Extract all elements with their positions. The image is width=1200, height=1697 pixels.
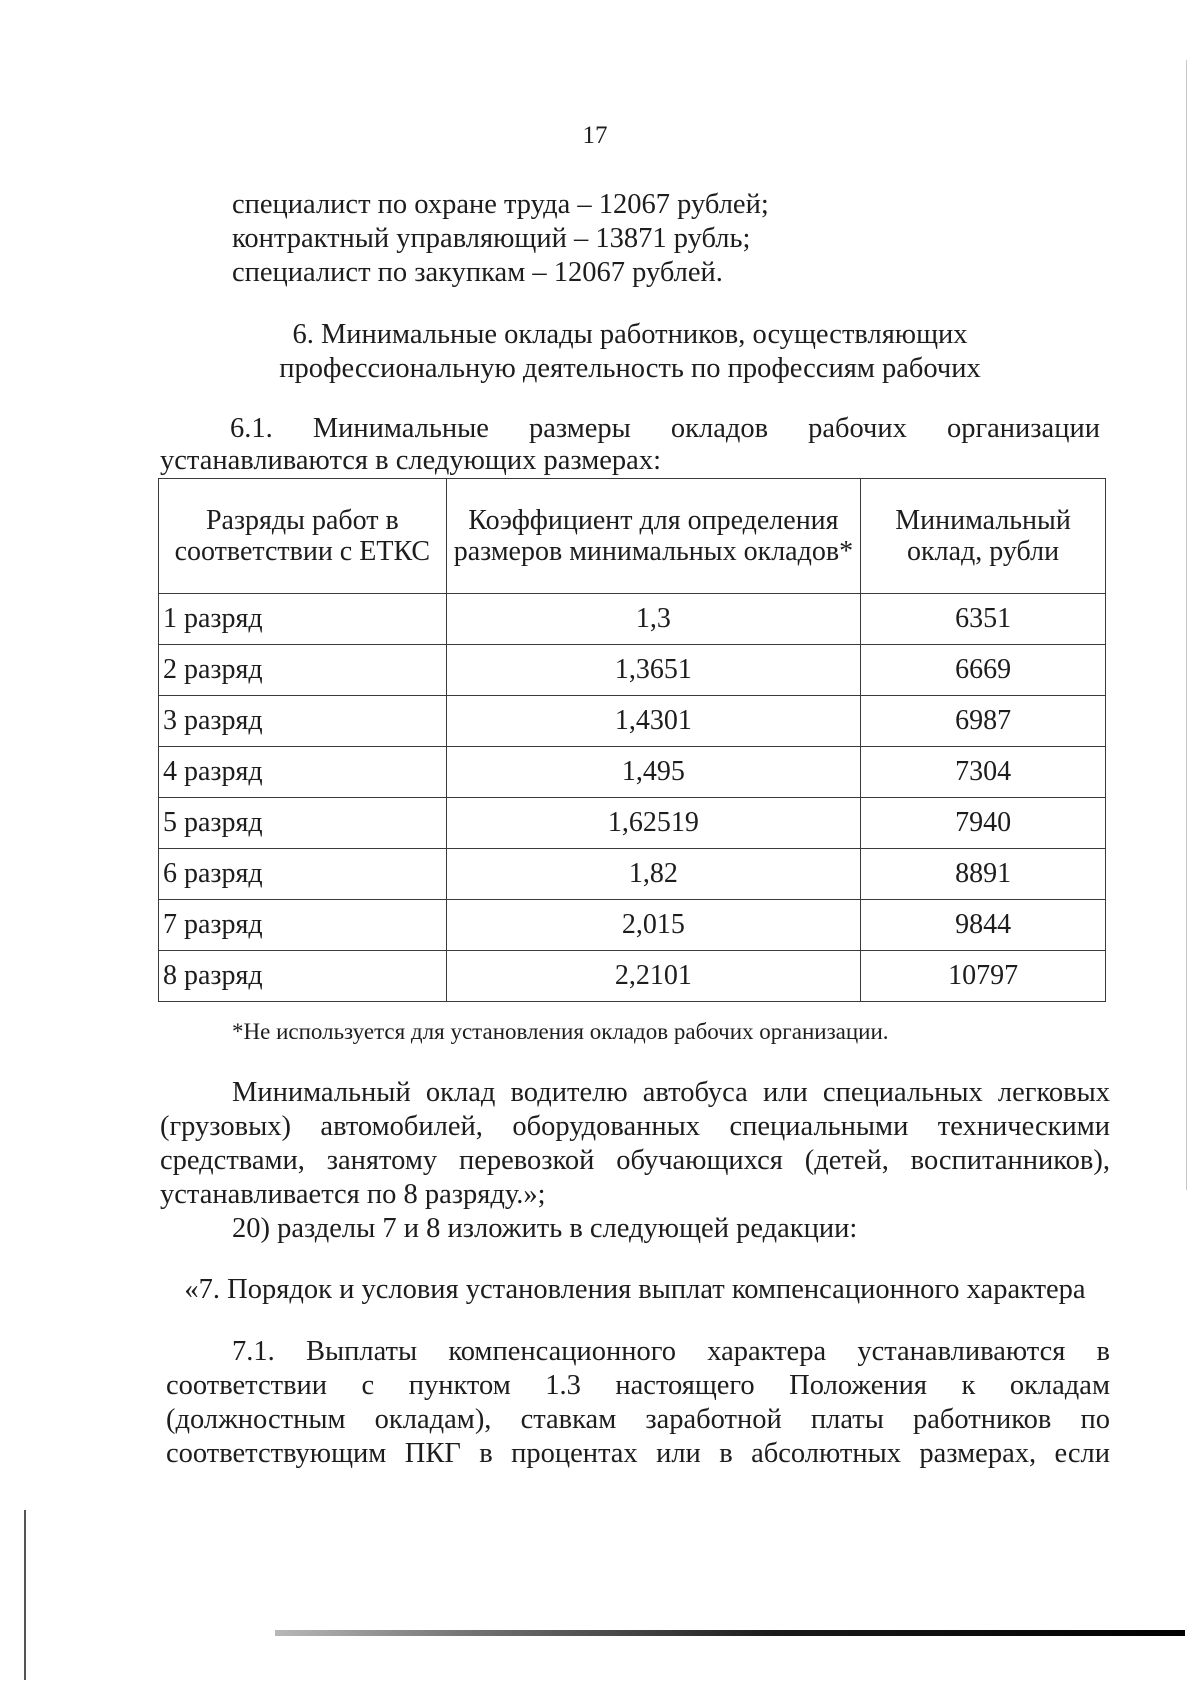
grade-cell: 6 разряд [159,849,447,900]
driver-paragraph [160,1076,1110,1212]
salary-line: специалист по охране труда – 12067 рублей; [232,189,769,220]
item-20: 20) разделы 7 и 8 изложить в следующей редакции: [232,1213,858,1244]
paragraph-line: Минимальный оклад водителю автобуса или специальных легковых [232,1077,1110,1108]
table-header-row [159,479,1106,594]
grade-cell: 8 разряд [159,951,447,1002]
table-row [159,849,1106,900]
grade-cell: 1 разряд [159,594,447,645]
salary-cell: 7940 [861,798,1106,849]
grade-cell: 4 разряд [159,747,447,798]
grade-cell: 5 разряд [159,798,447,849]
column-header-salary: Минимальный оклад, рубли [861,479,1106,594]
salary-cell: 8891 [861,849,1106,900]
coefficient-cell: 1,62519 [446,798,860,849]
scan-bottom-rule [275,1630,1185,1636]
section-6-heading-line: 6. Минимальные оклады работников, осуществляющих [292,319,968,350]
word: размеры [528,413,631,444]
page-number: 17 [582,122,608,149]
table-row [159,594,1106,645]
paragraph-line: устанавливается по 8 разряду.»; [160,1179,546,1210]
table-row [159,951,1106,1002]
section-7-heading: «7. Порядок и условия установления выплат компенсационного характера [184,1274,1086,1305]
grade-cell: 7 разряд [159,900,447,951]
coefficient-cell: 1,4301 [446,696,860,747]
salary-line: специалист по закупкам – 12067 рублей. [232,257,723,288]
table-footnote: *Не используется для установления окладов рабочих организации. [232,1019,889,1044]
salary-table [158,478,1106,1002]
salary-cell: 6987 [861,696,1106,747]
salary-cell: 10797 [861,951,1106,1002]
grade-cell: 3 разряд [159,696,447,747]
table-row [159,900,1106,951]
salary-cell: 6351 [861,594,1106,645]
coefficient-cell: 1,495 [446,747,860,798]
word: Минимальные [312,413,489,444]
paragraph-line: (грузовых) автомобилей, оборудованных специальными техническими [160,1111,1110,1142]
coefficient-cell: 2,015 [446,900,860,951]
word: рабочих [808,413,907,444]
word: 6.1. [230,413,273,444]
section-6-heading-line: профессиональную деятельность по профессиям рабочих [279,353,981,384]
paragraph-7-1 [166,1335,1110,1471]
coefficient-cell: 1,3 [446,594,860,645]
column-header-grade: Разряды работ в соответствии с ЕТКС [159,479,447,594]
word: окладов [670,413,769,444]
table-row [159,798,1106,849]
paragraph-6-1 [160,412,1100,478]
paragraph-line: (должностным окладам), ставкам заработной платы работников по [166,1404,1110,1435]
coefficient-cell: 1,82 [446,849,860,900]
section-6-heading [160,318,1100,386]
table-row [159,645,1106,696]
table-row [159,747,1106,798]
salary-cell: 6669 [861,645,1106,696]
scan-edge-line [24,1510,26,1680]
paragraph-line: соответствии с пунктом 1.3 настоящего Положения к окладам [166,1370,1110,1401]
salary-cell: 7304 [861,747,1106,798]
salary-line: контрактный управляющий – 13871 рубль; [232,223,751,254]
table-row [159,696,1106,747]
grade-cell: 2 разряд [159,645,447,696]
paragraph-line: средствами, занятому перевозкой обучающихся (детей, воспитанников), [160,1145,1110,1176]
coefficient-cell: 2,2101 [446,951,860,1002]
column-header-coefficient: Коэффициент для определения размеров минимальных окладов* [446,479,860,594]
salary-list [232,188,1132,290]
scan-edge-line [1186,60,1187,1190]
paragraph-6-1-line [160,412,1100,446]
coefficient-cell: 1,3651 [446,645,860,696]
paragraph-line: соответствующим ПКГ в процентах или в абсолютных размерах, если [166,1438,1110,1469]
paragraph-6-1-line: устанавливаются в следующих размерах: [160,445,661,476]
paragraph-line: 7.1. Выплаты компенсационного характера устанавливаются в [232,1336,1110,1367]
salary-cell: 9844 [861,900,1106,951]
word: организации [946,413,1100,444]
